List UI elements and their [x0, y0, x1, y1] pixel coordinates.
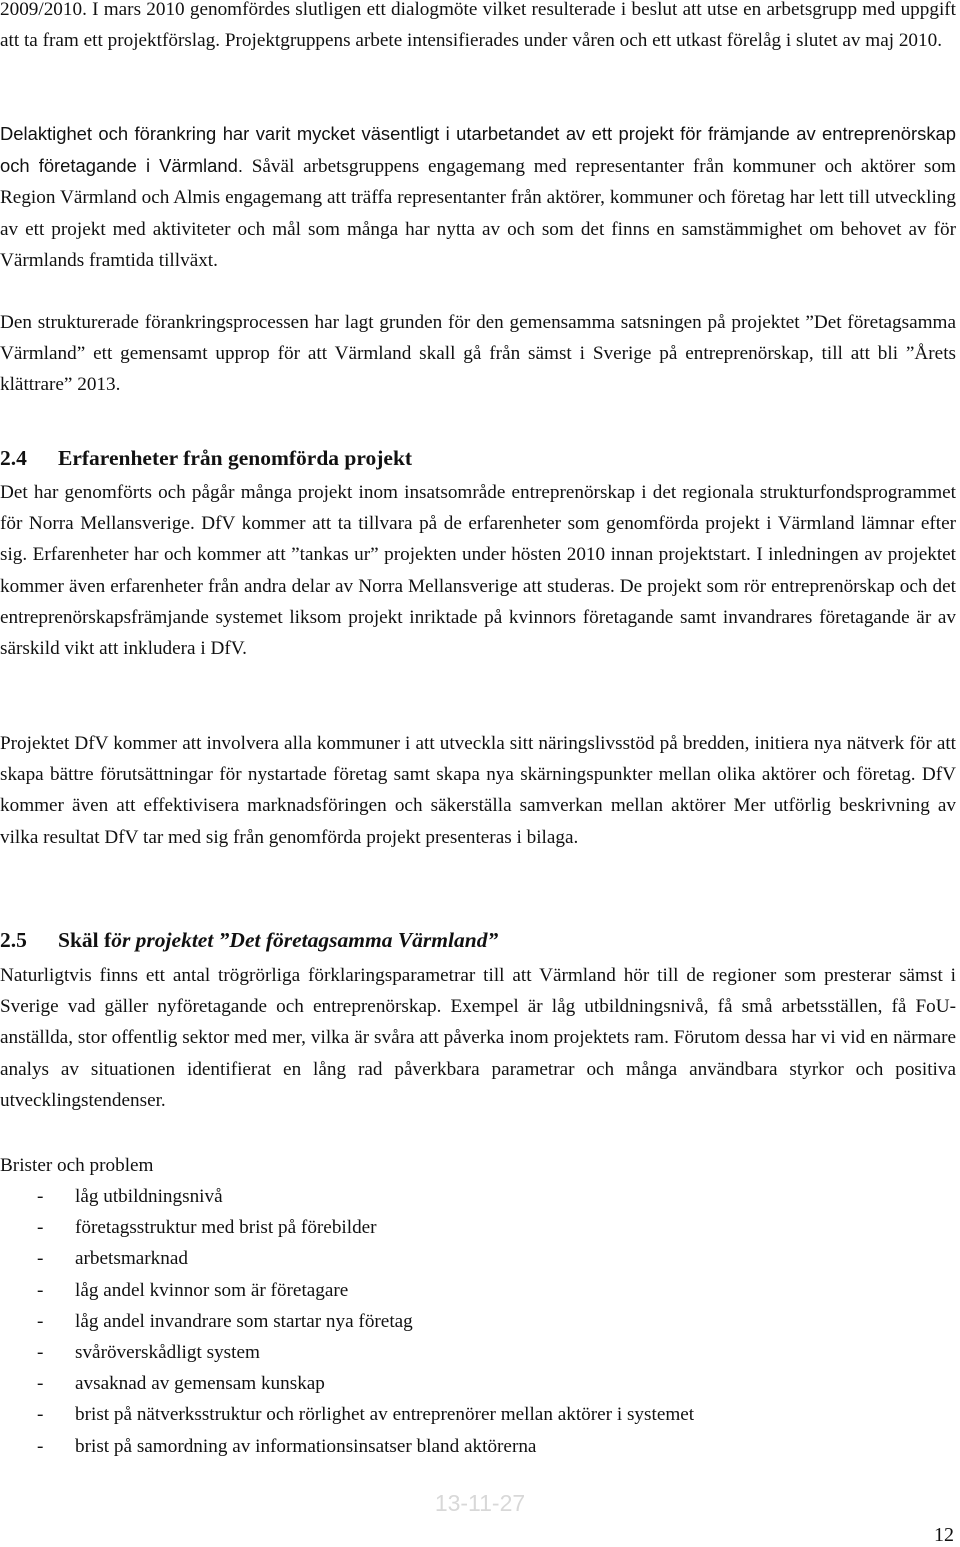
- paragraph-participation: [0, 118, 956, 276]
- list-item: - låg andel invandrare som startar nya företag: [37, 1310, 413, 1332]
- page-number: 12: [934, 1524, 954, 1546]
- list-item: - brist på nätverksstruktur och rörlighet av entreprenörer mellan aktörer i systemet: [37, 1404, 695, 1426]
- section-title-italic: ör projektet ”Det företagsamma Värmland”: [111, 928, 499, 952]
- paragraph-participation-lead: Delaktighet och förankring har varit mycket väsentligt i utarbetandet av ett projekt för främjande av entreprenörskap och företagande i Värmland.: [0, 123, 956, 177]
- list-title: Brister och problem: [0, 1155, 154, 1176]
- list-item: - svåröverskådligt system: [37, 1342, 260, 1364]
- paragraph-dfv-involvement: Projektet DfV kommer att involvera alla kommuner i att utveckla sitt näringslivsstöd på bredden, initiera nya nätverk för att skapa bättre förutsättningar för nystartade företag samt skapa nya skärningspunkter mellan olika aktörer och företag. DfV kommer även att effektivisera marknadsföringen och säkerställa samverkan mellan aktörer Mer utförlig beskrivning av vilka resultat DfV tar med sig från genomförda projekt presenteras i bilaga.: [0, 733, 956, 848]
- section-title: Erfarenheter från genomförda projekt: [58, 446, 413, 470]
- paragraph-participation-body: Såväl arbetsgruppens engagemang med representanter från kommuner och aktörer som Region Värmland och Almis engagemang att träffa representanter från aktörer, kommuner och företag har lett till utveckling av ett projekt med aktiviteter och mål som många har nytta av och som det finns en samstämmighet om behovet av för Värmlands framtida tillväxt.: [0, 156, 956, 271]
- section-number: 2.4: [0, 446, 27, 470]
- list-item: - företagsstruktur med brist på förebilder: [37, 1217, 377, 1239]
- paragraph-anchoring-process: Den strukturerade förankringsprocessen har lagt grunden för den gemensamma satsningen på projektet ”Det företagsamma Värmland” ett gemensamt upprop för att Värmland skall gå från sämst i Sverige på entreprenörskap, till att bli ”Årets klättrare” 2013.: [0, 312, 956, 396]
- section-number: 2.5: [0, 928, 27, 952]
- paragraph-experiences: Det har genomförts och pågår många projekt inom insatsområde entreprenörskap i det regionala strukturfondsprogrammet för Norra Mellansverige. DfV kommer att ta tillvara på de erfarenheter som genomförda projekt i Värmland lämnar efter sig. Erfarenheter har och kommer att ”tankas ur” projekten under hösten 2010 innan projektstart. I inledningen av projektet kommer även erfarenheter från andra delar av Norra Mellansverige att studeras. De projekt som rör entreprenörskap och det entreprenörskapsfrämjande systemet liksom projekt inriktade på kvinnors företagande samt invandrares företagande är av särskild vikt att inkludera i DfV.: [0, 482, 956, 660]
- list-item: - avsaknad av gemensam kunskap: [37, 1373, 325, 1395]
- footer-date: 13-11-27: [434, 1490, 526, 1516]
- paragraph-dialogue-meeting: 2009/2010. I mars 2010 genomfördes slutligen ett dialogmöte vilket resulterade i beslut att utse en arbetsgrupp med uppgift att ta fram ett projektförslag. Projektgruppens arbete intensifierades under våren och ett utkast förelåg i slutet av maj 2010.: [0, 0, 956, 52]
- list-item: - arbetsmarknad: [37, 1248, 188, 1270]
- section-title-plain: Skäl f: [58, 928, 112, 952]
- list-item: - låg utbildningsnivå: [37, 1186, 223, 1207]
- section-heading-2-4: [0, 443, 956, 473]
- problems-list: [0, 1181, 694, 1462]
- section-heading-2-5: [0, 925, 956, 955]
- list-item: - brist på samordning av informationsinsatser bland aktörerna: [37, 1435, 537, 1457]
- paragraph-reasons: Naturligtvis finns ett antal trögrörliga förklaringsparametrar till att Värmland hör till de regioner som presterar sämst i Sverige vad gäller nyföretagande och entreprenörskap. Exempel är låg utbildningsnivå, få små arbetsställen, få FoU-anställda, stor offentlig sektor med mer, vilka är svåra att påverka inom projektets ram. Förutom dessa har vi vid en närmare analys av situationen identifierat en lång rad påverkbara parametrar och många användbara styrkor och positiva utvecklingstendenser.: [0, 965, 956, 1111]
- list-item: - låg andel kvinnor som är företagare: [37, 1279, 349, 1301]
